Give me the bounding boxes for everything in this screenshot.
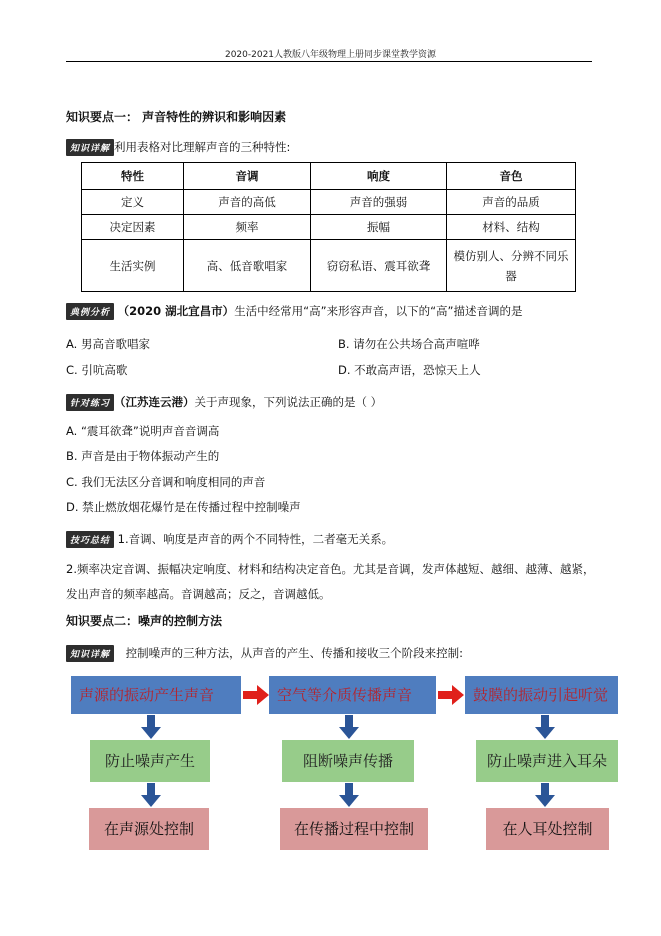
table-cell: 声音的强弱 <box>311 190 447 215</box>
table-cell: 生活实例 <box>82 240 184 292</box>
table-cell: 频率 <box>184 215 311 240</box>
intro1-row <box>66 139 290 156</box>
table-cell: 模仿别人、分辨不同乐器 <box>447 240 576 292</box>
table-header-cell: 特性 <box>82 163 184 190</box>
practice-option: B. 声音是由于物体振动产生的 <box>66 449 220 463</box>
example-option: D. 不敢高声语，恐惊天上人 <box>338 363 481 377</box>
table-row <box>82 190 576 215</box>
example-option: B. 请勿在公共场合高声喧哗 <box>338 337 480 351</box>
example-option: A. 男高音歌唱家 <box>66 337 150 351</box>
sound-properties-table <box>81 162 576 292</box>
page-header: 2020-2021人教版八年级物理上册同步课堂教学资源 <box>224 50 437 60</box>
flow-medium-box: 空气等介质传播声音 <box>269 676 436 714</box>
table-cell: 材料、结构 <box>447 215 576 240</box>
section2-title: 知识要点二：噪声的控制方法 <box>66 614 223 628</box>
practice-source: （江苏连云港） <box>114 395 195 409</box>
table-cell: 决定因素 <box>82 215 184 240</box>
right-arrow-icon <box>436 684 466 706</box>
practice-stem: 关于声现象，下列说法正确的是（ ） <box>194 395 383 409</box>
down-arrow-icon <box>140 714 162 740</box>
table-row <box>82 215 576 240</box>
down-arrow-icon <box>338 714 360 740</box>
table-cell: 声音的品质 <box>447 190 576 215</box>
practice-option: A. “震耳欲聋”说明声音音调高 <box>66 424 220 438</box>
skill-point-1: 1.音调、响度是声音的两个不同特性，二者毫无关系。 <box>117 532 394 546</box>
down-arrow-icon <box>140 782 162 808</box>
table-cell: 高、低音歌唱家 <box>184 240 311 292</box>
flow-ear-box: 鼓膜的振动引起听觉 <box>465 676 618 714</box>
practice-option: C. 我们无法区分音调和响度相同的声音 <box>66 475 266 489</box>
example-stem: 生活中经常用“高”来形容声音，以下的“高”描述音调的是 <box>234 304 523 318</box>
table-cell: 振幅 <box>311 215 447 240</box>
flow-at-ear-box: 在人耳处控制 <box>486 808 609 850</box>
intro2-row <box>66 645 463 662</box>
practice-row <box>66 394 382 411</box>
flow-source-box: 声源的振动产生声音 <box>71 676 241 714</box>
skill-tag: 技巧总结 <box>66 531 114 548</box>
skill-row <box>66 531 393 548</box>
down-arrow-icon <box>338 782 360 808</box>
example-row <box>66 303 523 320</box>
table-row <box>82 240 576 292</box>
flow-prevent-box: 防止噪声产生 <box>90 740 210 782</box>
table-cell: 定义 <box>82 190 184 215</box>
flow-in-transmission-box: 在传播过程中控制 <box>280 808 428 850</box>
table-header-cell: 响度 <box>311 163 447 190</box>
table-header-cell: 音调 <box>184 163 311 190</box>
skill-point-2b: 发出声音的频率越高。音调越高；反之，音调越低。 <box>66 587 331 601</box>
flow-at-source-box: 在声源处控制 <box>89 808 209 850</box>
practice-tag: 针对练习 <box>66 394 114 411</box>
down-arrow-icon <box>534 714 556 740</box>
section1-title: 知识要点一： 声音特性的辨识和影响因素 <box>66 110 287 124</box>
knowledge-tag-2: 知识详解 <box>66 645 114 662</box>
example-tag: 典例分析 <box>66 303 114 320</box>
practice-option: D. 禁止燃放烟花爆竹是在传播过程中控制噪声 <box>66 500 301 514</box>
table-cell: 窃窃私语、震耳欲聋 <box>311 240 447 292</box>
flow-block-box: 阻断噪声传播 <box>282 740 414 782</box>
table-header-cell: 音色 <box>447 163 576 190</box>
skill-point-2a: 2.频率决定音调、振幅决定响度、材料和结构决定音色。尤其是音调，发声体越短、越细、越薄、越紧， <box>66 562 595 576</box>
right-arrow-icon <box>241 684 271 706</box>
intro2-text: 控制噪声的三种方法，从声音的产生、传播和接收三个阶段来控制: <box>125 646 464 660</box>
header-divider <box>66 61 592 62</box>
example-source: （2020 湖北宜昌市） <box>117 304 235 318</box>
intro1-text: 利用表格对比理解声音的三种特性: <box>114 140 291 154</box>
down-arrow-icon <box>534 782 556 808</box>
example-option: C. 引吭高歌 <box>66 363 128 377</box>
table-cell: 声音的高低 <box>184 190 311 215</box>
table-header-row <box>82 163 576 190</box>
flow-protect-box: 防止噪声进入耳朵 <box>476 740 618 782</box>
knowledge-tag-1: 知识详解 <box>66 139 114 156</box>
